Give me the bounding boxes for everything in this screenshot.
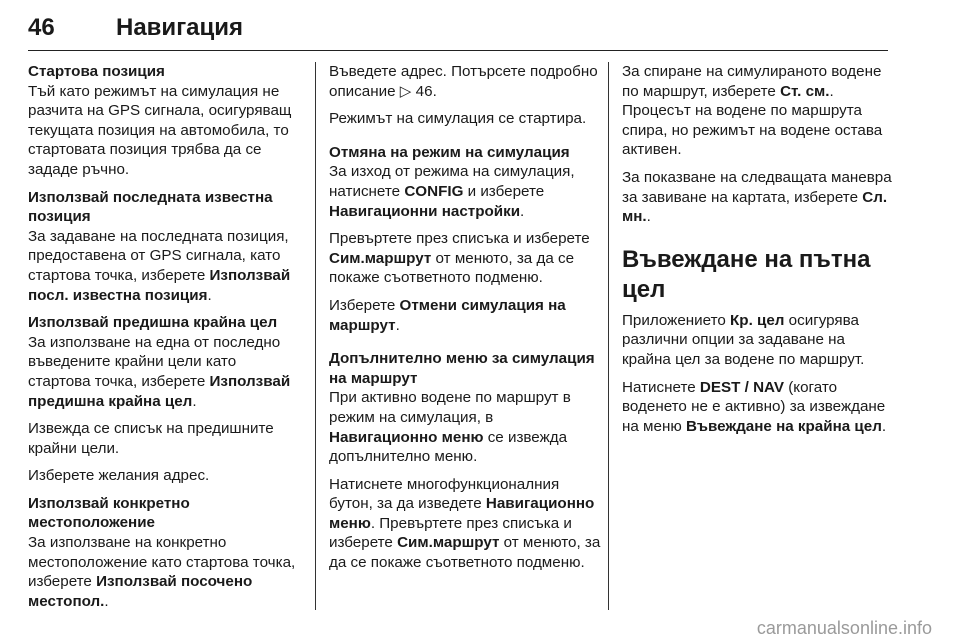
section-title: Навигация: [116, 14, 244, 41]
paragraph: Изберете Отмени симулация на маршрут.: [329, 296, 566, 334]
subheading: Стартова позиция: [28, 63, 165, 80]
column-2: [329, 62, 603, 581]
column-divider: [608, 62, 609, 610]
paragraph: Превъртете през списъка и изберете Сим.маршрут от менюто, за да се покаже съответното подменю.: [329, 230, 590, 287]
paragraph: За задаване на последната позиция, предоставена от GPS сигнала, като стартова точка, изберете Използвай посл. известна позиция.: [28, 227, 291, 304]
page-ref-arrow-icon: ▷: [399, 82, 412, 100]
page-header: [28, 14, 888, 51]
paragraph: Натиснете DEST / NAV (когато воденето не е активно) за извеждане на меню Въвеждане на крайна цел.: [622, 378, 887, 435]
paragraph: За използване на една от последно въведените крайни цели като стартова точка, изберете Използвай предишна крайна цел.: [28, 333, 291, 410]
paragraph: При активно водене по маршрут в режим на симулация, в Навигационно меню се извежда допълнително меню.: [329, 389, 571, 466]
page-number: 46: [28, 14, 55, 41]
paragraph: Приложението Кр. цел осигурява различни опции за задаване на крайна цел за водене по маршрут.: [622, 311, 865, 368]
paragraph: Извежда се списък на предишните крайни цели.: [28, 420, 274, 457]
paragraph: За изход от режима на симулация, натиснете CONFIG и изберете Навигационни настройки.: [329, 163, 575, 220]
paragraph: Тъй като режимът на симулация не разчита на GPS сигнала, осигуряващ текущата позиция на автомобила, то стартовата позиция трябва да се зададе ръчно.: [28, 82, 292, 178]
paragraph: За използване на конкретно местоположение като стартова точка, изберете Използвай посочено местопол..: [28, 534, 296, 610]
paragraph: Въведете адрес. Потърсете подробно описание ▷ 46.: [329, 63, 598, 100]
subheading: Използвай последната известна позиция: [28, 188, 273, 226]
paragraph: За спиране на симулираното водене по маршрут, изберете Ст. см.. Процесът на водене по маршрута спира, но режимът на водене остава активен.: [622, 63, 883, 159]
subheading: Използвай предишна крайна цел: [28, 314, 278, 332]
watermark: carmanualsonline.info: [756, 618, 932, 638]
subheading: Допълнително меню за симулация на маршрут: [329, 350, 595, 387]
paragraph: За показване на следващата маневра за завиване на картата, изберете Сл. мн..: [622, 168, 892, 226]
paragraph: Натиснете многофункционалния бутон, за да изведете Навигационно меню. Превъртете през списъка и изберете Сим.маршрут от менюто, за да се покаже съответното подменю.: [329, 475, 601, 572]
subheading: Отмяна на режим на симулация: [329, 143, 570, 161]
column-1: [28, 62, 302, 619]
column-3: [622, 62, 896, 444]
subheading: Използвай конкретно местоположение: [28, 494, 190, 532]
paragraph: Режимът на симулация се стартира.: [329, 110, 587, 128]
paragraph: Изберете желания адрес.: [28, 467, 210, 485]
column-divider: [315, 62, 316, 610]
section-heading: Въвеждане на пътна цел: [622, 245, 871, 303]
